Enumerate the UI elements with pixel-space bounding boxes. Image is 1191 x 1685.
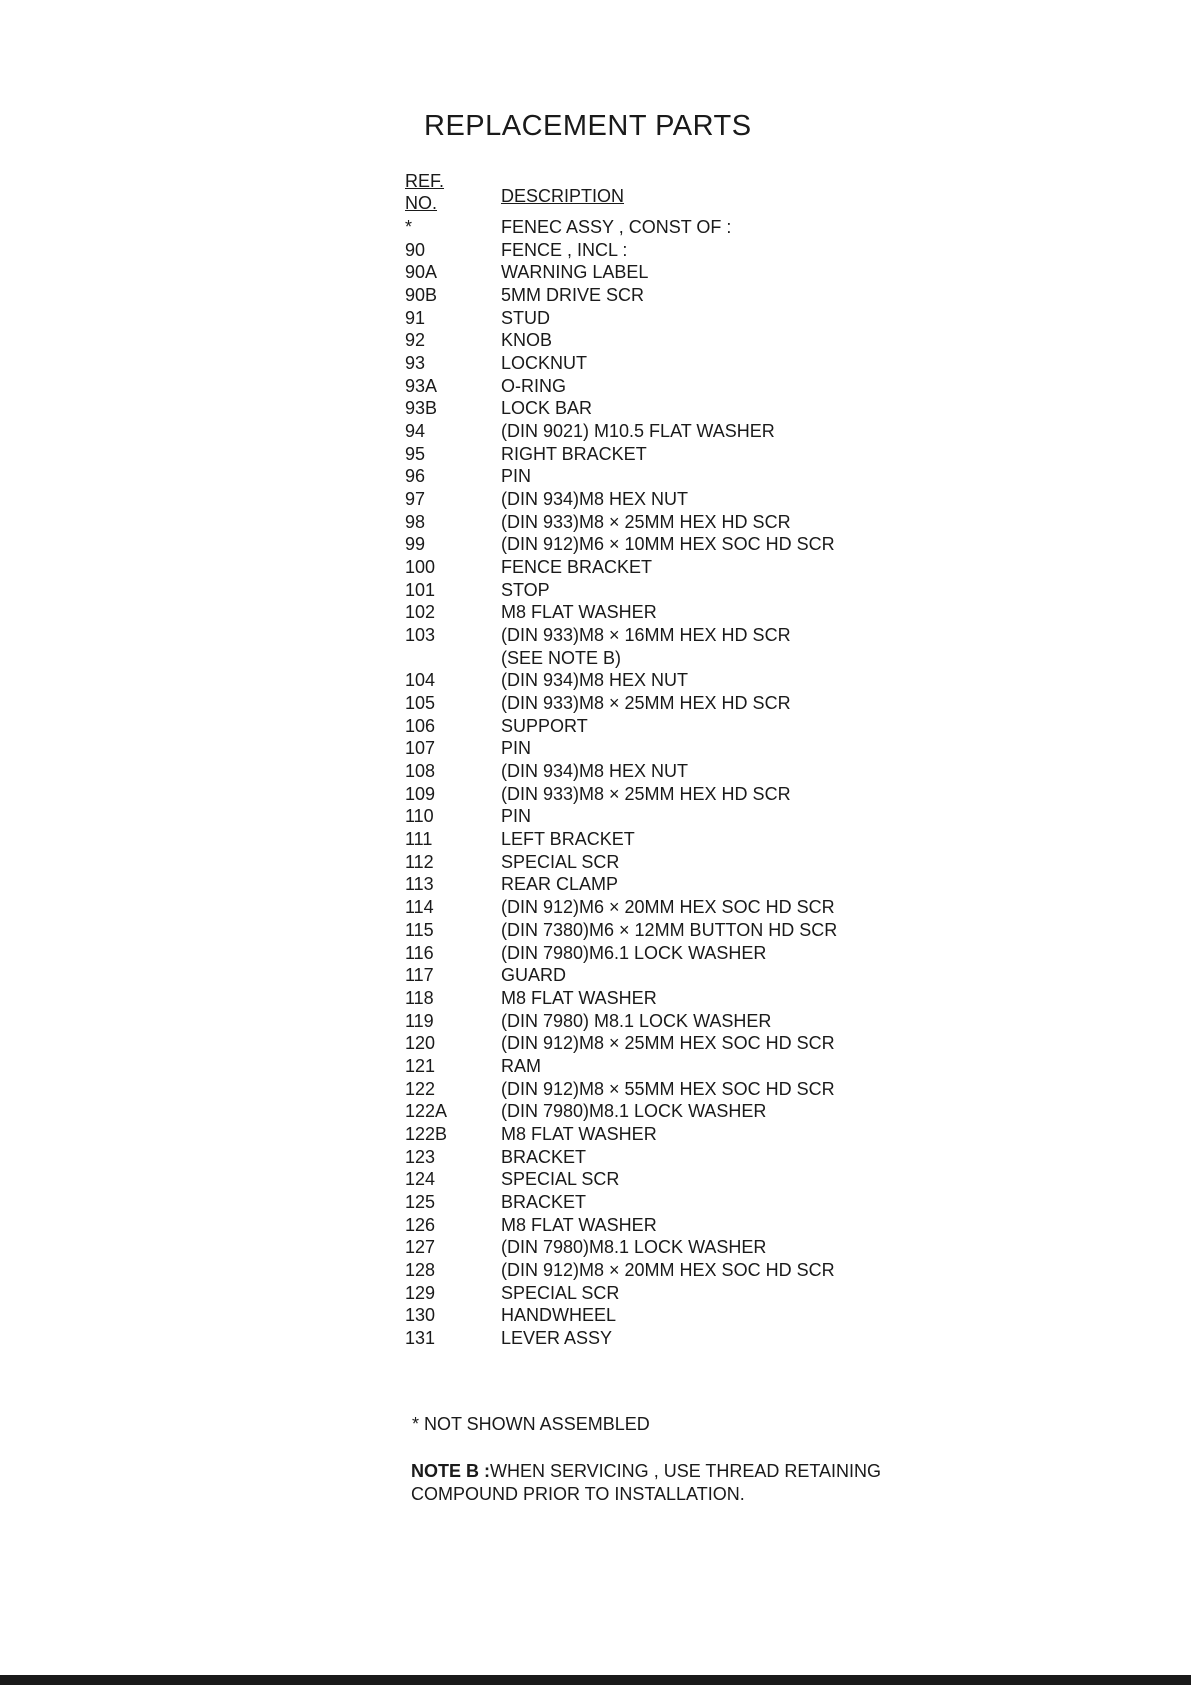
part-ref: 105 xyxy=(405,693,436,714)
part-ref: 90A xyxy=(405,262,438,283)
table-row xyxy=(405,1100,905,1123)
part-ref: 109 xyxy=(405,783,436,804)
table-row xyxy=(405,556,905,579)
part-description: (DIN 912)M8 × 55MM HEX SOC HD SCR xyxy=(501,1078,835,1099)
part-description: PIN xyxy=(501,466,532,487)
part-ref: 98 xyxy=(405,511,426,532)
part-description: M8 FLAT WASHER xyxy=(501,602,657,623)
part-ref: 93B xyxy=(405,398,438,419)
description-header: DESCRIPTION xyxy=(501,186,625,206)
part-ref: 121 xyxy=(405,1055,436,1076)
part-description: RAM xyxy=(501,1055,541,1076)
part-ref: 118 xyxy=(405,987,434,1008)
table-row xyxy=(405,420,905,443)
part-description: (DIN 7980)M8.1 LOCK WASHER xyxy=(501,1237,767,1258)
part-description: 5MM DRIVE SCR xyxy=(501,285,645,306)
part-description: STUD xyxy=(501,307,550,328)
footnote: * NOT SHOWN ASSEMBLED xyxy=(412,1414,650,1434)
table-row xyxy=(405,647,905,670)
part-description: WARNING LABEL xyxy=(501,262,649,283)
part-ref: 100 xyxy=(405,557,436,578)
part-ref: 111 xyxy=(405,829,433,850)
table-row xyxy=(405,737,905,760)
part-ref: 110 xyxy=(405,806,434,827)
part-description: (DIN 934)M8 HEX NUT xyxy=(501,489,689,510)
table-row xyxy=(405,919,905,942)
part-ref: 131 xyxy=(405,1327,436,1348)
part-description: FENCE BRACKET xyxy=(501,557,653,578)
part-description: (DIN 912)M6 × 10MM HEX SOC HD SCR xyxy=(501,534,835,555)
table-row xyxy=(405,533,905,556)
table-row xyxy=(405,1078,905,1101)
part-description: (DIN 7380)M6 × 12MM BUTTON HD SCR xyxy=(501,919,838,940)
note-text-line2: COMPOUND PRIOR TO INSTALLATION. xyxy=(411,1484,745,1504)
part-description: SUPPORT xyxy=(501,715,588,736)
table-row xyxy=(405,216,905,239)
part-description: (DIN 912)M8 × 20MM HEX SOC HD SCR xyxy=(501,1259,835,1280)
part-ref: 116 xyxy=(405,942,434,963)
table-row xyxy=(405,624,905,647)
part-description: (DIN 933)M8 × 25MM HEX HD SCR xyxy=(501,783,791,804)
table-row xyxy=(405,1236,905,1259)
part-description: PIN xyxy=(501,806,532,827)
no-header: NO. xyxy=(405,193,438,213)
part-ref: 95 xyxy=(405,443,426,464)
part-ref: 99 xyxy=(405,534,426,555)
table-row xyxy=(405,1327,905,1350)
table-row xyxy=(405,1123,905,1146)
table-row xyxy=(405,828,905,851)
part-ref: 130 xyxy=(405,1305,436,1326)
table-row xyxy=(405,1191,905,1214)
part-description: FENEC ASSY , CONST OF : xyxy=(501,217,732,237)
part-description: BRACKET xyxy=(501,1191,587,1212)
part-description: PIN xyxy=(501,738,532,759)
part-ref: 129 xyxy=(405,1282,436,1303)
table-row xyxy=(405,715,905,738)
table-row xyxy=(405,964,905,987)
part-ref: 113 xyxy=(405,874,434,895)
part-description: RIGHT BRACKET xyxy=(501,443,647,464)
part-description: (DIN 934)M8 HEX NUT xyxy=(501,670,689,691)
part-ref: 128 xyxy=(405,1259,436,1280)
part-description: STOP xyxy=(501,579,550,600)
table-row xyxy=(405,1032,905,1055)
table-row xyxy=(405,488,905,511)
part-ref: 97 xyxy=(405,489,426,510)
part-description: O-RING xyxy=(501,375,566,396)
part-ref: 94 xyxy=(405,421,426,442)
note-label: NOTE B : xyxy=(411,1461,490,1481)
part-ref: 107 xyxy=(405,738,436,759)
part-description: LEFT BRACKET xyxy=(501,829,635,850)
part-description: KNOB xyxy=(501,330,553,351)
table-row xyxy=(405,397,905,420)
part-ref: 119 xyxy=(405,1010,434,1031)
table-row xyxy=(405,307,905,330)
part-ref: 93A xyxy=(405,375,438,396)
part-description: HANDWHEEL xyxy=(501,1305,617,1326)
table-row xyxy=(405,1168,905,1191)
part-description: (DIN 7980)M8.1 LOCK WASHER xyxy=(501,1101,767,1122)
table-row xyxy=(405,1055,905,1078)
part-ref: 122 xyxy=(405,1078,436,1099)
table-row xyxy=(405,465,905,488)
part-description: LOCKNUT xyxy=(501,353,588,374)
part-description: FENCE , INCL : xyxy=(501,239,628,260)
part-description: (DIN 7980) M8.1 LOCK WASHER xyxy=(501,1010,772,1031)
part-ref: 93 xyxy=(405,353,426,374)
table-row xyxy=(405,329,905,352)
part-ref: 96 xyxy=(405,466,426,487)
part-ref: 90B xyxy=(405,285,438,306)
part-description: SPECIAL SCR xyxy=(501,1282,620,1303)
table-row xyxy=(405,760,905,783)
part-ref: 112 xyxy=(405,851,434,872)
part-ref: 102 xyxy=(405,602,436,623)
part-ref: 126 xyxy=(405,1214,436,1235)
page-title: REPLACEMENT PARTS xyxy=(424,110,752,142)
table-row xyxy=(405,601,905,624)
part-description: (DIN 933)M8 × 16MM HEX HD SCR xyxy=(501,625,791,646)
table-row xyxy=(405,239,905,262)
part-description: REAR CLAMP xyxy=(501,874,619,895)
table-row xyxy=(405,873,905,896)
ref-header: REF. xyxy=(405,171,445,191)
part-ref: 91 xyxy=(405,307,426,328)
part-ref: 103 xyxy=(405,625,436,646)
part-description: BRACKET xyxy=(501,1146,587,1167)
table-row xyxy=(405,1282,905,1305)
part-ref xyxy=(405,647,501,670)
part-ref: 120 xyxy=(405,1033,436,1054)
table-row xyxy=(405,851,905,874)
table-row xyxy=(405,987,905,1010)
table-row xyxy=(405,1010,905,1033)
part-description: LOCK BAR xyxy=(501,398,593,419)
table-row xyxy=(405,261,905,284)
table-row xyxy=(405,805,905,828)
part-description: (DIN 912)M8 × 25MM HEX SOC HD SCR xyxy=(501,1033,835,1054)
part-description: M8 FLAT WASHER xyxy=(501,987,657,1008)
table-row xyxy=(405,284,905,307)
part-ref: 106 xyxy=(405,715,436,736)
table-row xyxy=(405,692,905,715)
part-ref: 122A xyxy=(405,1101,448,1122)
part-ref: 114 xyxy=(405,897,434,918)
part-description: (SEE NOTE B) xyxy=(501,647,622,668)
part-description: SPECIAL SCR xyxy=(501,851,620,872)
table-row xyxy=(405,783,905,806)
part-ref: 92 xyxy=(405,330,426,351)
part-ref: 101 xyxy=(405,579,436,600)
part-ref: 90 xyxy=(405,239,426,260)
part-ref: * xyxy=(405,217,413,237)
part-description: SPECIAL SCR xyxy=(501,1169,620,1190)
table-row xyxy=(405,1304,905,1327)
table-row xyxy=(405,375,905,398)
note-b xyxy=(411,1460,881,1506)
table-row xyxy=(405,511,905,534)
part-description: LEVER ASSY xyxy=(501,1327,613,1348)
part-ref: 124 xyxy=(405,1169,436,1190)
parts-table xyxy=(405,216,905,1350)
part-ref: 127 xyxy=(405,1237,436,1258)
part-ref: 123 xyxy=(405,1146,436,1167)
table-row xyxy=(405,579,905,602)
part-ref: 108 xyxy=(405,761,436,782)
note-text-line1: WHEN SERVICING , USE THREAD RETAINING xyxy=(490,1461,882,1481)
part-description: (DIN 933)M8 × 25MM HEX HD SCR xyxy=(501,511,791,532)
table-row xyxy=(405,1214,905,1237)
table-row xyxy=(405,352,905,375)
part-description: GUARD xyxy=(501,965,567,986)
table-row xyxy=(405,1146,905,1169)
table-row xyxy=(405,443,905,466)
table-row xyxy=(405,896,905,919)
table-row xyxy=(405,942,905,965)
part-description: (DIN 934)M8 HEX NUT xyxy=(501,761,689,782)
part-ref: 122B xyxy=(405,1123,448,1144)
part-description: M8 FLAT WASHER xyxy=(501,1214,657,1235)
part-ref: 115 xyxy=(405,919,434,940)
table-row xyxy=(405,1259,905,1282)
part-ref: 125 xyxy=(405,1191,436,1212)
part-description: (DIN 7980)M6.1 LOCK WASHER xyxy=(501,942,767,963)
part-description: (DIN 9021) M10.5 FLAT WASHER xyxy=(501,421,775,442)
part-ref: 104 xyxy=(405,670,436,691)
scan-bottom-edge xyxy=(0,1675,1191,1685)
part-description: M8 FLAT WASHER xyxy=(501,1123,657,1144)
part-description: (DIN 912)M6 × 20MM HEX SOC HD SCR xyxy=(501,897,835,918)
part-ref: 117 xyxy=(405,965,434,986)
part-description: (DIN 933)M8 × 25MM HEX HD SCR xyxy=(501,693,791,714)
table-row xyxy=(405,669,905,692)
